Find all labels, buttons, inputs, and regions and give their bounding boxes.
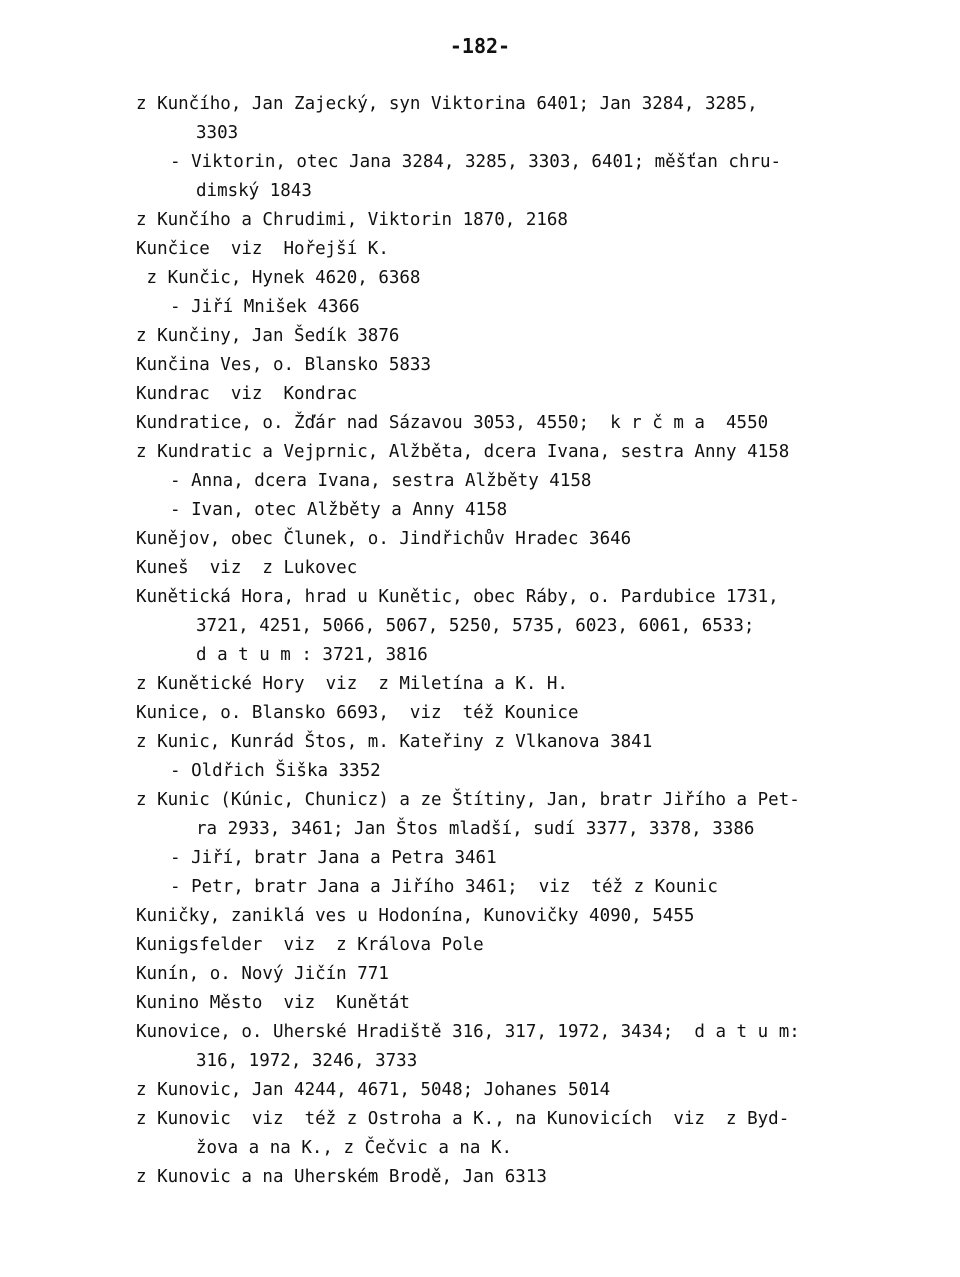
index-entry: Kunigsfelder viz z Králova Pole bbox=[136, 935, 484, 955]
index-subentry: 3721, 4251, 5066, 5067, 5250, 5735, 6023, 6061, 6533; bbox=[196, 616, 755, 636]
index-entry: Kunovice, o. Uherské Hradiště 316, 317, 1972, 3434; d a t u m: bbox=[136, 1022, 800, 1042]
index-entry: z Kunčiny, Jan Šedík 3876 bbox=[136, 326, 400, 346]
index-subentry: - Oldřich Šiška 3352 bbox=[170, 761, 381, 781]
index-subentry: - Anna, dcera Ivana, sestra Alžběty 4158 bbox=[170, 471, 592, 491]
index-entry: Kuneš viz z Lukovec bbox=[136, 558, 358, 578]
index-entry: z Kunovic viz též z Ostroha a K., na Kunovicích viz z Byd- bbox=[136, 1109, 790, 1129]
index-entry: z Kunovic a na Uherském Brodě, Jan 6313 bbox=[136, 1167, 547, 1187]
page-number: -182- bbox=[449, 34, 511, 58]
index-subentry: - Petr, bratr Jana a Jiřího 3461; viz též z Kounic bbox=[170, 877, 718, 897]
index-entry: Kunín, o. Nový Jičín 771 bbox=[136, 964, 389, 984]
index-entry: Kundrac viz Kondrac bbox=[136, 384, 358, 404]
index-entry: Kuničky, zaniklá ves u Hodonína, Kunovičky 4090, 5455 bbox=[136, 906, 695, 926]
index-entry: z Kunic (Kúnic, Chunicz) a ze Štítiny, Jan, bratr Jiřího a Pet- bbox=[136, 790, 800, 810]
index-subentry: - Jiří Mnišek 4366 bbox=[170, 297, 360, 317]
index-entry: z Kunovic, Jan 4244, 4671, 5048; Johanes 5014 bbox=[136, 1080, 611, 1100]
index-entry: z Kunětické Hory viz z Miletína a K. H. bbox=[136, 674, 568, 694]
index-subentry: d a t u m : 3721, 3816 bbox=[196, 645, 428, 665]
index-entry: z Kunčího a Chrudimi, Viktorin 1870, 2168 bbox=[136, 210, 568, 230]
index-subentry: - Ivan, otec Alžběty a Anny 4158 bbox=[170, 500, 508, 520]
index-subentry: 316, 1972, 3246, 3733 bbox=[196, 1051, 418, 1071]
index-entry: Kunějov, obec Člunek, o. Jindřichův Hradec 3646 bbox=[136, 529, 632, 549]
index-subentry: dimský 1843 bbox=[196, 181, 312, 201]
index-entry: Kunětická Hora, hrad u Kunětic, obec Ráby, o. Pardubice 1731, bbox=[136, 587, 779, 607]
index-subentry: - Viktorin, otec Jana 3284, 3285, 3303, 6401; měšťan chru- bbox=[170, 152, 782, 172]
index-entry: z Kunic, Kunrád Štos, m. Kateřiny z Vlkanova 3841 bbox=[136, 732, 653, 752]
index-entry: z Kunčic, Hynek 4620, 6368 bbox=[136, 268, 421, 288]
index-entry: z Kundratic a Vejprnic, Alžběta, dcera Ivana, sestra Anny 4158 bbox=[136, 442, 790, 462]
index-subentry: 3303 bbox=[196, 123, 239, 143]
index-subentry: žova a na K., z Čečvic a na K. bbox=[196, 1138, 513, 1158]
index-subentry: ra 2933, 3461; Jan Štos mladší, sudí 3377, 3378, 3386 bbox=[196, 819, 755, 839]
index-entry: Kundratice, o. Žďár nad Sázavou 3053, 4550; k r č m a 4550 bbox=[136, 413, 769, 433]
index-entries bbox=[136, 90, 876, 1192]
index-entry: z Kunčího, Jan Zajecký, syn Viktorina 6401; Jan 3284, 3285, bbox=[136, 94, 758, 114]
index-entry: Kunice, o. Blansko 6693, viz též Kounice bbox=[136, 703, 579, 723]
index-subentry: - Jiří, bratr Jana a Petra 3461 bbox=[170, 848, 497, 868]
index-entry: Kunino Město viz Kunětát bbox=[136, 993, 410, 1013]
index-entry: Kunčina Ves, o. Blansko 5833 bbox=[136, 355, 432, 375]
index-entry: Kunčice viz Hořejší K. bbox=[136, 239, 389, 259]
